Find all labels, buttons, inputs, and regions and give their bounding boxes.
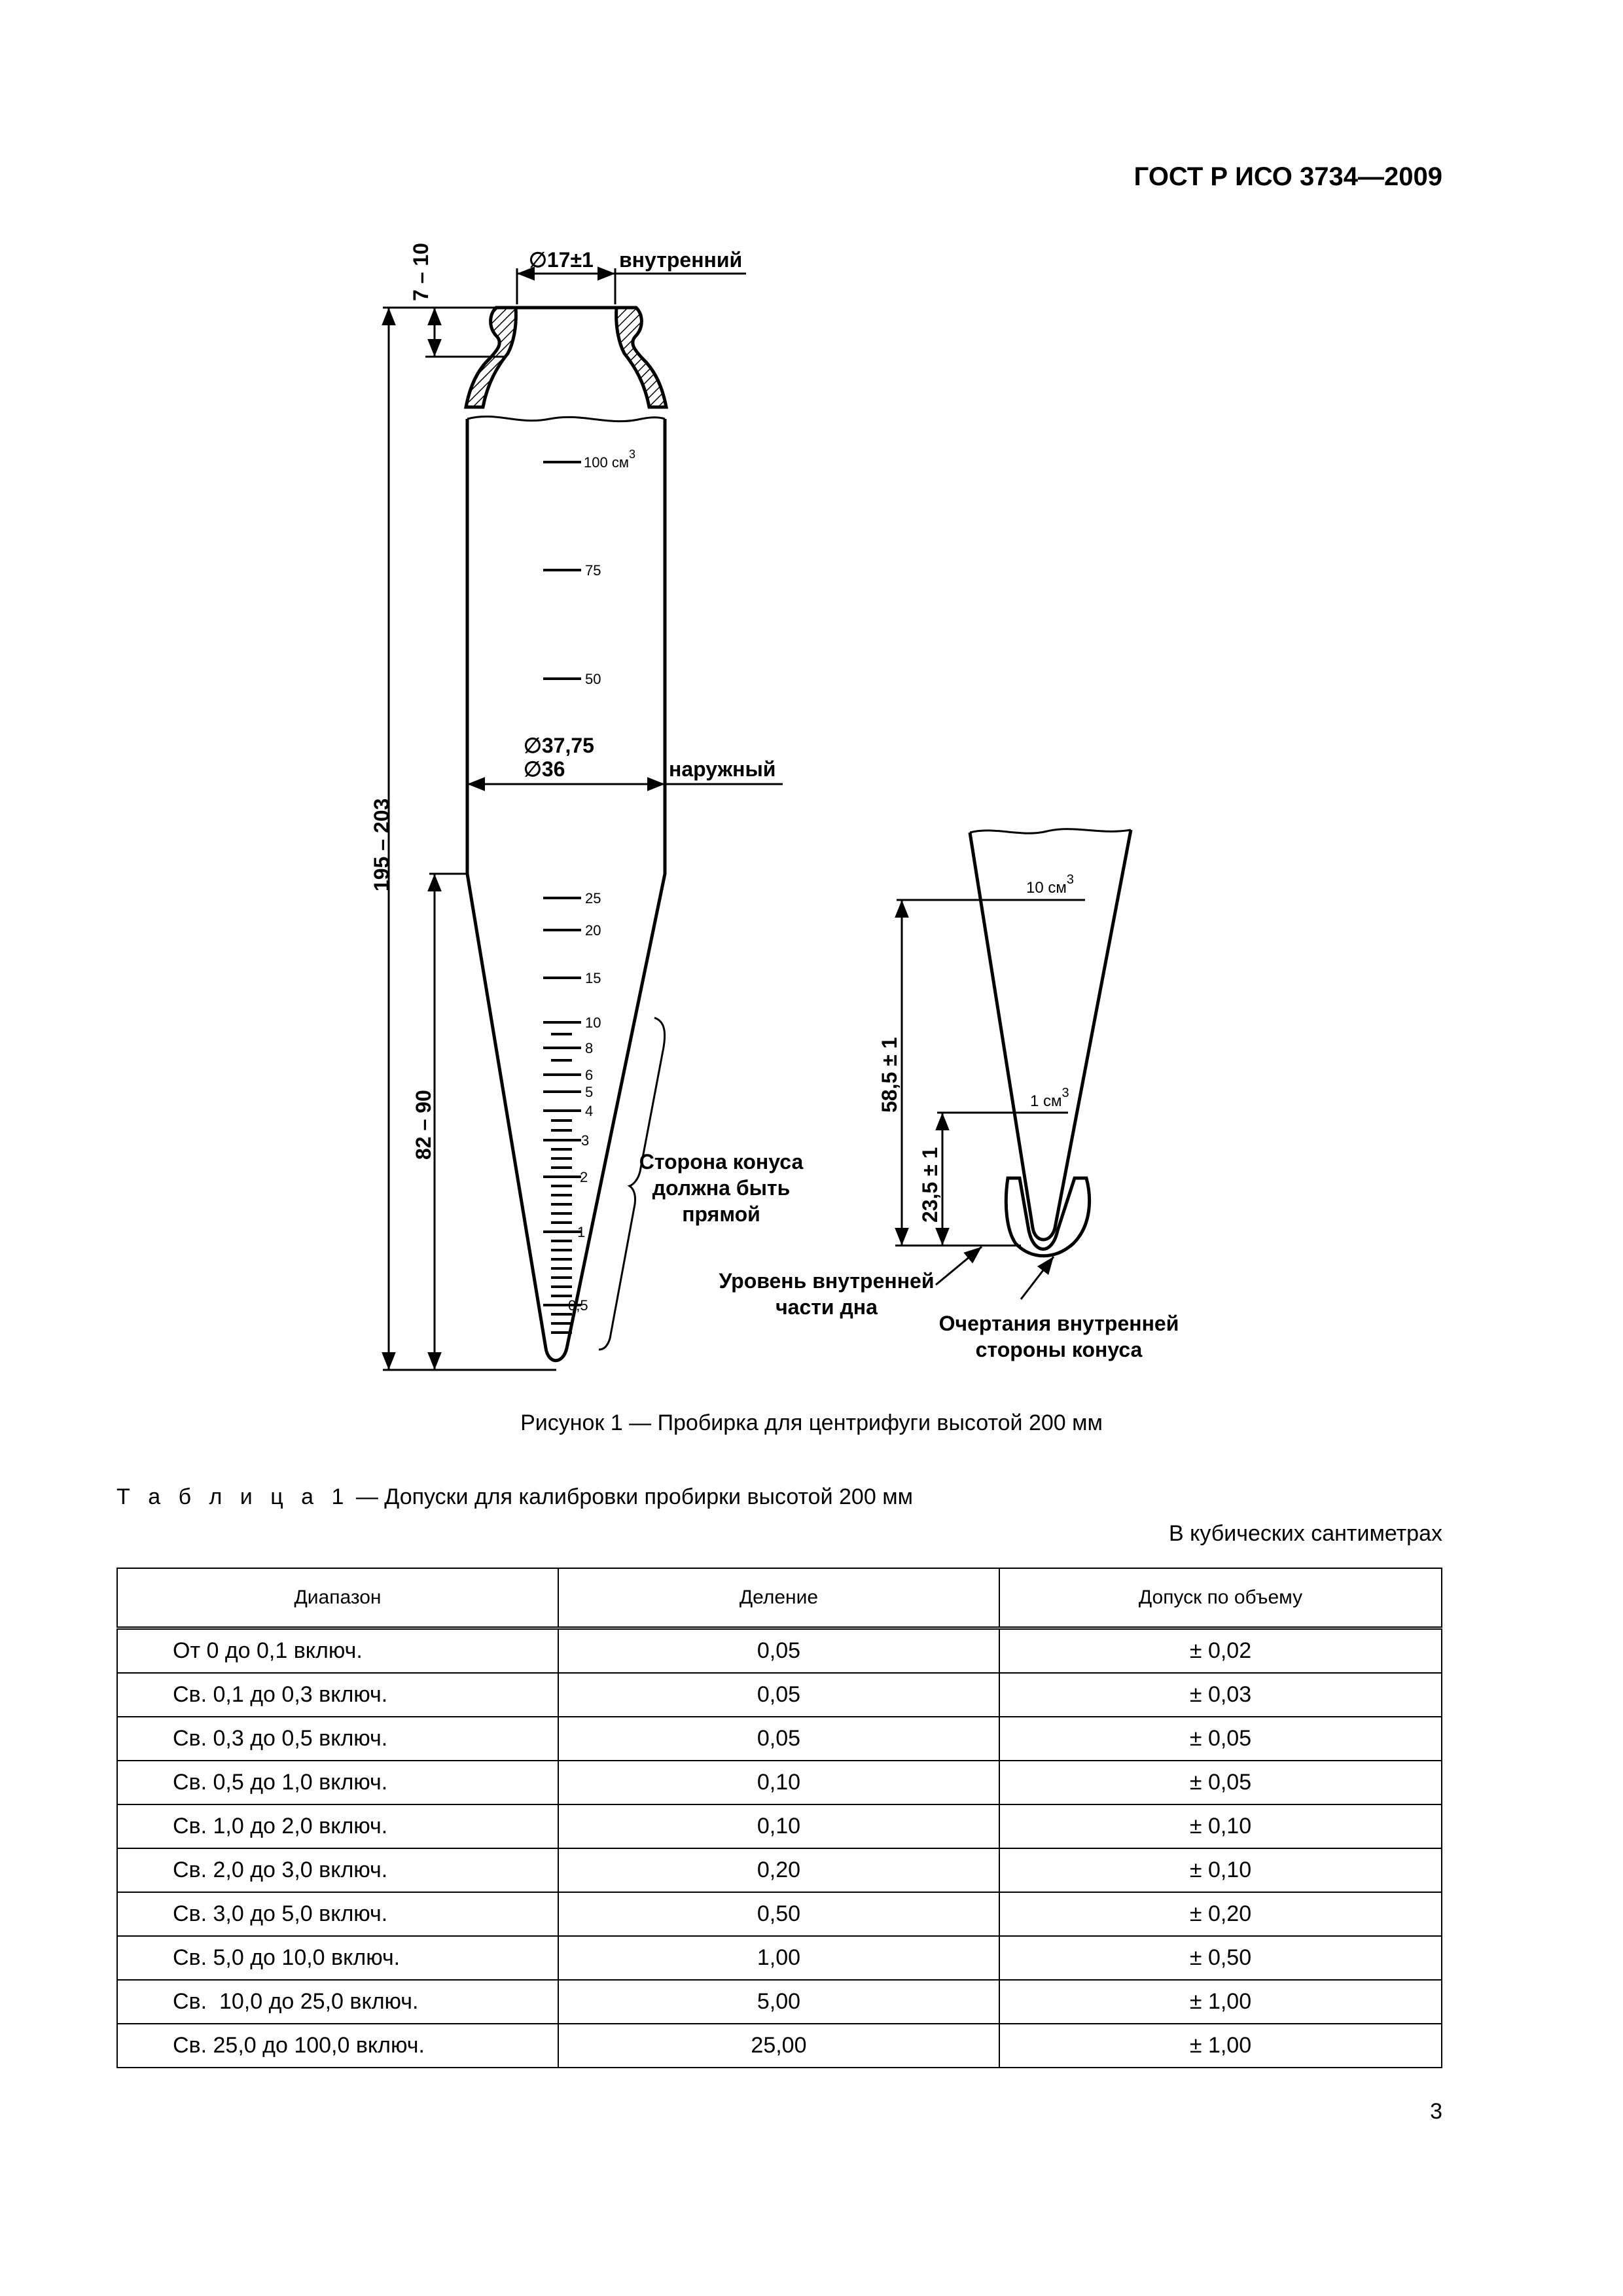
cell-division: 0,50: [558, 1892, 999, 1936]
inner-diameter-label: внутренний: [619, 248, 743, 272]
neck-height-dimension: [383, 308, 504, 357]
cone-detail-top-break: [970, 829, 1131, 834]
cell-tolerance: ± 1,00: [999, 1980, 1442, 2024]
table-title-text: — Допуски для калибровки пробирки высотой 200 мм: [349, 1484, 913, 1509]
table-row: [117, 1804, 1442, 1848]
header-tolerance: Допуск по объему: [999, 1568, 1442, 1628]
figure-caption: Рисунок 1 — Пробирка для центрифуги высотой 200 мм: [520, 1410, 1103, 1435]
tube-rim-right: [616, 308, 666, 407]
outer-diameter-value-2: ∅36: [524, 757, 565, 781]
table-units-note: В кубических сантиметрах: [1169, 1521, 1442, 1546]
cell-division: 0,10: [558, 1804, 999, 1848]
table-row: [117, 2024, 1442, 2068]
cell-division: 1,00: [558, 1936, 999, 1980]
tube-body: [467, 419, 665, 1361]
table-row: [117, 1628, 1442, 1674]
cell-range: Св. 3,0 до 5,0 включ.: [117, 1892, 558, 1936]
grad-label-15: 15: [585, 970, 601, 986]
page-number: 3: [1430, 2099, 1442, 2124]
total-height-value: 195 – 203: [370, 798, 393, 891]
cell-range: Св. 2,0 до 3,0 включ.: [117, 1848, 558, 1892]
table-row: [117, 1761, 1442, 1804]
detail-dimensions: [895, 900, 1021, 1246]
header-range: Диапазон: [117, 1568, 558, 1628]
cone-detail-bottom: [1006, 1178, 1089, 1256]
bottom-level-line-2: части дна: [776, 1295, 878, 1319]
cell-range: От 0 до 0,1 включ.: [117, 1628, 558, 1674]
cell-division: 0,05: [558, 1717, 999, 1761]
inner-diameter-dimension: [517, 268, 746, 304]
cone-note-line-2: должна быть: [652, 1176, 791, 1200]
cone-height-value: 82 – 90: [412, 1090, 435, 1160]
cell-range: Св. 5,0 до 10,0 включ.: [117, 1936, 558, 1980]
graduation-marks: [543, 462, 581, 1333]
cell-tolerance: ± 0,10: [999, 1848, 1442, 1892]
grad-label-10: 10: [585, 1014, 601, 1031]
cell-range: Св. 0,1 до 0,3 включ.: [117, 1673, 558, 1717]
table-title-prefix: Т а б л и ц а 1: [116, 1484, 350, 1509]
tube-top-break: [467, 416, 665, 421]
table-title: [116, 1484, 913, 1510]
total-height-dimension: [383, 308, 556, 1370]
inner-outline-line-2: стороны конуса: [975, 1338, 1143, 1361]
table-row: [117, 1673, 1442, 1717]
outer-diameter-value-1: ∅37,75: [524, 734, 594, 757]
grad-label-100: 100 $см^3$: [584, 448, 635, 471]
cell-tolerance: ± 0,02: [999, 1628, 1442, 1674]
cell-tolerance: ± 0,05: [999, 1717, 1442, 1761]
cell-range: Св. 10,0 до 25,0 включ.: [117, 1980, 558, 2024]
cell-tolerance: ± 0,03: [999, 1673, 1442, 1717]
cell-tolerance: ± 0,05: [999, 1761, 1442, 1804]
document-code: ГОСТ Р ИСО 3734—2009: [1133, 162, 1442, 191]
cell-tolerance: ± 1,00: [999, 2024, 1442, 2068]
inner-diameter-value: ∅17±1: [529, 248, 594, 272]
header-division: Деление: [558, 1568, 999, 1628]
cell-tolerance: ± 0,50: [999, 1936, 1442, 1980]
grad-label-05: 0,5: [568, 1297, 588, 1314]
cell-range: Св. 25,0 до 100,0 включ.: [117, 2024, 558, 2068]
mark-1-label: 1 $см^3$: [1030, 1086, 1069, 1110]
tube-outline: [466, 308, 666, 1361]
grad-label-5: 5: [585, 1084, 594, 1100]
cell-division: 25,00: [558, 2024, 999, 2068]
cell-tolerance: ± 0,10: [999, 1804, 1442, 1848]
dim-58-value: 58,5 ± 1: [878, 1037, 901, 1113]
tolerance-table: [116, 1568, 1442, 2068]
cell-range: Св. 0,5 до 1,0 включ.: [117, 1761, 558, 1804]
grad-label-4: 4: [585, 1103, 594, 1119]
inner-outline-line-1: Очертания внутренней: [938, 1312, 1179, 1335]
grad-label-6: 6: [585, 1067, 594, 1083]
table-header-row: [117, 1568, 1442, 1628]
outer-diameter-label: наружный: [669, 757, 776, 781]
cell-division: 0,20: [558, 1848, 999, 1892]
detail-volume-marks: [897, 900, 1085, 1113]
cell-division: 0,05: [558, 1628, 999, 1674]
cell-division: 0,10: [558, 1761, 999, 1804]
mark-10-label: 10 $см^3$: [1026, 872, 1074, 897]
cell-division: 5,00: [558, 1980, 999, 2024]
table-row: [117, 1848, 1442, 1892]
table-row: [117, 1980, 1442, 2024]
grad-label-20: 20: [585, 922, 601, 939]
dim-23-value: 23,5 ± 1: [918, 1147, 942, 1223]
cell-tolerance: ± 0,20: [999, 1892, 1442, 1936]
cell-division: 0,05: [558, 1673, 999, 1717]
grad-label-50: 50: [585, 671, 601, 687]
cone-note-line-1: Сторона конуса: [639, 1150, 804, 1174]
cell-range: Св. 1,0 до 2,0 включ.: [117, 1804, 558, 1848]
grad-label-25: 25: [585, 890, 601, 906]
neck-height-value: 7 – 10: [409, 243, 433, 301]
table-row: [117, 1717, 1442, 1761]
table-row: [117, 1936, 1442, 1980]
grad-label-3: 3: [581, 1132, 590, 1149]
grad-label-2: 2: [580, 1169, 588, 1185]
grad-label-75: 75: [585, 562, 601, 579]
cell-range: Св. 0,3 до 0,5 включ.: [117, 1717, 558, 1761]
grad-label-8: 8: [585, 1040, 594, 1056]
bottom-level-line-1: Уровень внутренней: [719, 1269, 935, 1293]
table-row: [117, 1892, 1442, 1936]
grad-label-1: 1: [577, 1224, 586, 1240]
cone-note-line-3: прямой: [682, 1202, 760, 1226]
